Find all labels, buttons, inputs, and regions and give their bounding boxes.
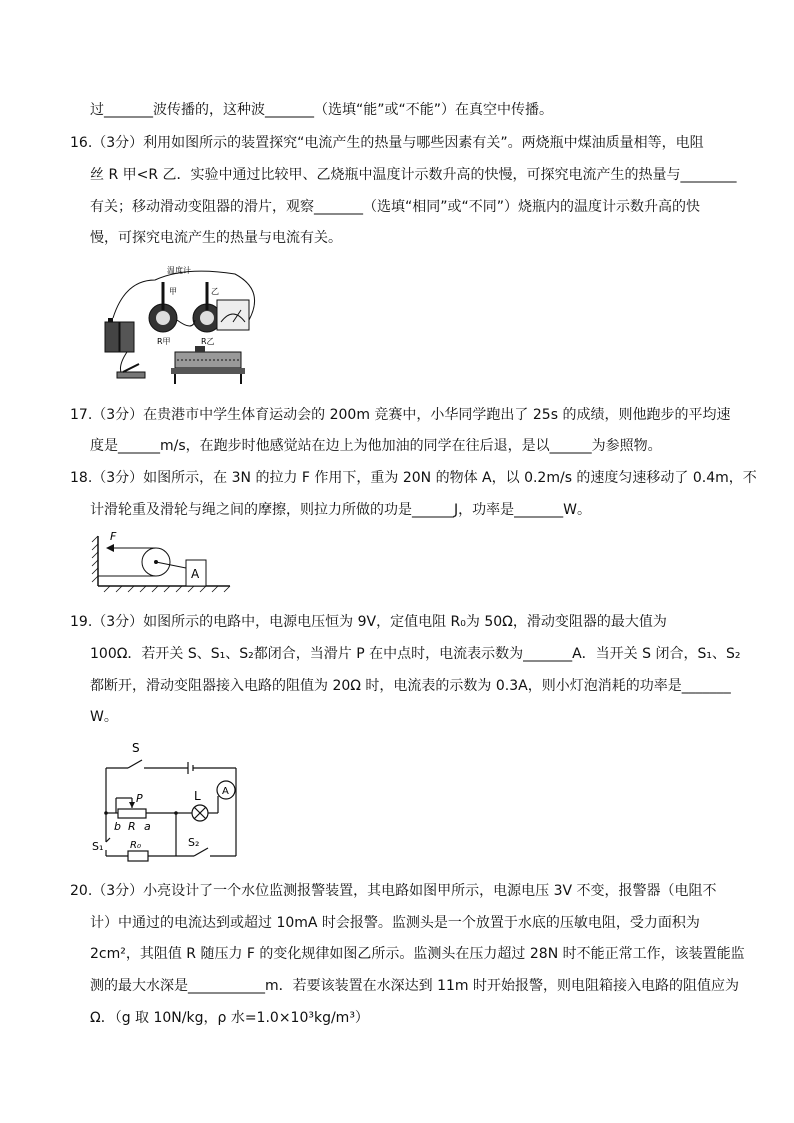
q18-line-2: 计滑轮重及滑轮与绳之间的摩擦，则拉力所做的功是______J，功率是_______W。 — [90, 502, 591, 518]
fig19-s2-label: S₂ — [188, 836, 200, 849]
fig19-r-label: R — [128, 820, 136, 833]
q19-line-1: 19.（3分）如图所示的电路中，电源电压恒为 9V，定值电阻 R₀为 50Ω，滑动变阻器的最大值为 — [70, 614, 667, 630]
q19-line-2: 100Ω．若开关 S、S₁、S₂都闭合，当滑片 P 在中点时，电流表示数为_______A．当开关 S 闭合，S₁、S₂ — [90, 646, 741, 662]
q17-line-2: 度是______m/s，在跑步时他感觉站在边上为他加油的同学在往后退，是以______为参照物。 — [90, 438, 662, 454]
q16-line-1: 16.（3分）利用如图所示的装置探究“电流产生的热量与哪些因素有关”。两烧瓶中煤油质量相等，电阻 — [70, 135, 704, 151]
q20-line-2: 计）中通过的电流达到或超过 10mA 时会报警。监测头是一个放置于水底的压敏电阻，受力面积为 — [90, 915, 700, 931]
q16-line-3: 有关；移动滑动变阻器的滑片，观察_______（选填“相同”或“不同”）烧瓶内的温度计示数升高的快 — [90, 199, 701, 215]
fig19-s-label: S — [132, 741, 140, 755]
q16-line-4: 慢，可探究电流产生的热量与电流有关。 — [90, 230, 342, 246]
q19-circuit-figure — [90, 738, 240, 863]
q16-line-2: 丝 R 甲<R 乙．实验中通过比较甲、乙烧瓶中温度计示数升高的快慢，可探究电流产生的热量与________ — [90, 167, 737, 183]
q15-continuation: 过_______波传播的，这种波_______（选填“能”或“不能”）在真空中传播。 — [90, 102, 554, 118]
q20-line-3: 2cm²，其阻值 R 随压力 F 的变化规律如图乙所示。监测头在压力超过 28N 时不能正常工作，该装置能监 — [90, 946, 745, 962]
q20-line-1: 20.（3分）小亮设计了一个水位监测报警装置，其电路如图甲所示，电源电压 3V 不变，报警器（电阻不 — [70, 883, 717, 899]
fig18-block-label: A — [191, 567, 200, 581]
q20-line-5: Ω．（g 取 10N/kg，ρ 水=1.0×10³kg/m³） — [90, 1010, 369, 1026]
q19-line-4: W。 — [90, 709, 118, 725]
q17-line-1: 17.（3分）在贵港市中学生体育运动会的 200m 竞赛中，小华同学跑出了 25s 的成绩，则他跑步的平均速 — [70, 407, 731, 423]
fig18-force-label: F — [110, 530, 117, 543]
q20-line-4: 测的最大水深是___________m．若要该装置在水深达到 11m 时开始报警，则电阻箱接入电路的阻值应为 — [90, 978, 739, 994]
fig19-r0-label: R₀ — [130, 840, 141, 851]
fig19-ammeter-label: A — [222, 786, 229, 797]
fig16-r-yi-label: R乙 — [201, 337, 215, 346]
fig19-l-label: L — [194, 789, 201, 803]
q19-line-3: 都断开，滑动变阻器接入电路的阻值为 20Ω 时，电流表的示数为 0.3A，则小灯泡消耗的功率是_______ — [90, 678, 731, 694]
q18-pulley-figure — [90, 528, 235, 598]
q16-apparatus-figure — [95, 260, 260, 395]
fig19-b-label: b — [114, 820, 121, 833]
fig16-thermometer-label: 温度计 — [167, 266, 191, 275]
fig16-jia-label: 甲 — [169, 287, 177, 296]
fig16-r-jia-label: R甲 — [157, 337, 171, 346]
fig19-s1-label: S₁ — [92, 840, 104, 853]
fig16-yi-label: 乙 — [211, 287, 219, 296]
fig19-p-label: P — [136, 792, 143, 805]
fig19-a-label: a — [144, 820, 151, 833]
q18-line-1: 18.（3分）如图所示，在 3N 的拉力 F 作用下，重为 20N 的物体 A，以 0.2m/s 的速度匀速移动了 0.4m，不 — [70, 470, 757, 486]
